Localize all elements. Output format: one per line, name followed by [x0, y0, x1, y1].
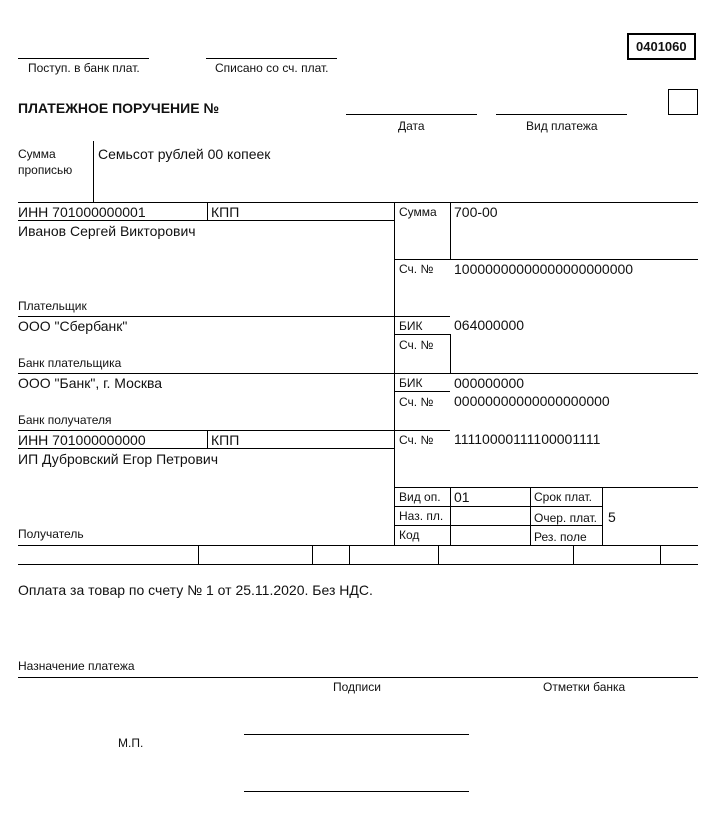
payer-bank-bik-label: БИК — [399, 319, 423, 333]
date-label: Дата — [398, 119, 425, 133]
grid-line — [18, 316, 450, 317]
grid-line — [573, 545, 574, 564]
reserve-label: Рез. поле — [534, 530, 587, 544]
grid-line — [207, 430, 208, 448]
payer-amount-value: 700-00 — [454, 204, 498, 220]
grid-line — [394, 334, 450, 335]
payer-kpp-label: КПП — [211, 204, 240, 220]
payee-bank-account-value: 00000000000000000000 — [454, 393, 610, 409]
payee-bank-label: Банк получателя — [18, 413, 112, 427]
payee-account-label: Сч. № — [399, 433, 434, 447]
payee-name: ИП Дубровский Егор Петрович — [18, 451, 219, 467]
grid-line — [394, 525, 602, 526]
payer-account-label: Сч. № — [399, 262, 434, 276]
op-type-label: Вид оп. — [399, 490, 441, 504]
grid-line — [207, 202, 208, 220]
received-label: Поступ. в банк плат. — [28, 61, 140, 75]
grid-line — [394, 391, 450, 392]
grid-line — [312, 545, 313, 564]
signature-line-2 — [244, 791, 469, 792]
grid-line — [18, 564, 698, 565]
date-line — [346, 114, 477, 115]
payee-inn: ИНН 701000000000 — [18, 432, 146, 448]
amount-words-divider — [93, 141, 94, 202]
payer-name: Иванов Сергей Викторович — [18, 223, 196, 239]
payer-label: Плательщик — [18, 299, 87, 313]
debited-label: Списано со сч. плат. — [215, 61, 329, 75]
purpose-text: Оплата за товар по счету № 1 от 25.11.2020. Без НДС. — [18, 582, 373, 598]
payer-inn: ИНН 701000000001 — [18, 204, 146, 220]
payee-bank-account-label: Сч. № — [399, 395, 434, 409]
priority-label: Очер. плат. — [534, 511, 598, 525]
payer-bank-bik-value: 064000000 — [454, 317, 525, 333]
payee-kpp-label: КПП — [211, 432, 240, 448]
bank-marks-label: Отметки банка — [543, 680, 626, 694]
grid-line — [450, 334, 451, 373]
purpose-line — [18, 677, 698, 678]
code-label: Код — [399, 528, 420, 542]
payer-amount-label: Сумма — [399, 205, 437, 219]
payee-label: Получатель — [18, 527, 84, 541]
document-title: ПЛАТЕЖНОЕ ПОРУЧЕНИЕ № — [18, 100, 220, 116]
payee-bank-bik-value: 000000000 — [454, 375, 525, 391]
grid-line — [18, 202, 698, 203]
grid-line — [18, 545, 698, 546]
grid-line — [198, 545, 199, 564]
priority-value: 5 — [608, 509, 616, 525]
debited-date-line — [206, 58, 337, 59]
grid-line — [394, 487, 698, 488]
grid-line — [602, 487, 603, 545]
payee-account-value: 11110000111100001111 — [454, 431, 601, 447]
grid-line — [18, 448, 394, 449]
status-box — [668, 89, 698, 115]
amount-words-label: Сумма — [18, 147, 56, 161]
amount-words-label-2: прописью — [18, 163, 73, 177]
grid-line — [450, 202, 451, 259]
signatures-label: Подписи — [333, 680, 381, 694]
grid-line — [18, 220, 394, 221]
payment-type-label: Вид платежа — [526, 119, 598, 133]
amount-words-value: Семьсот рублей 00 копеек — [98, 146, 271, 162]
stamp-label: М.П. — [118, 736, 144, 750]
received-date-line — [18, 58, 149, 59]
grid-line — [438, 545, 439, 564]
grid-line — [18, 373, 698, 374]
grid-line — [660, 545, 661, 564]
signature-line-1 — [244, 734, 469, 735]
payment-type-line — [496, 114, 627, 115]
grid-line — [349, 545, 350, 564]
op-type-value: 01 — [454, 489, 470, 505]
payer-bank-label: Банк плательщика — [18, 356, 122, 370]
payer-account-value: 10000000000000000000000 — [454, 261, 634, 277]
payer-bank-account-label: Сч. № — [399, 338, 434, 352]
grid-line — [394, 202, 395, 545]
grid-line — [530, 487, 531, 545]
payer-bank-name: ООО "Сбербанк" — [18, 318, 128, 334]
grid-line — [394, 506, 602, 507]
grid-line — [450, 487, 451, 545]
form-code: 0401060 — [627, 33, 696, 60]
due-label: Срок плат. — [534, 490, 593, 504]
payee-bank-name: ООО "Банк", г. Москва — [18, 375, 163, 391]
grid-line — [394, 259, 698, 260]
grid-line — [18, 430, 450, 431]
purpose-label: Назначение платежа — [18, 659, 135, 673]
purpose-code-label: Наз. пл. — [399, 509, 444, 523]
payee-bank-bik-label: БИК — [399, 376, 423, 390]
